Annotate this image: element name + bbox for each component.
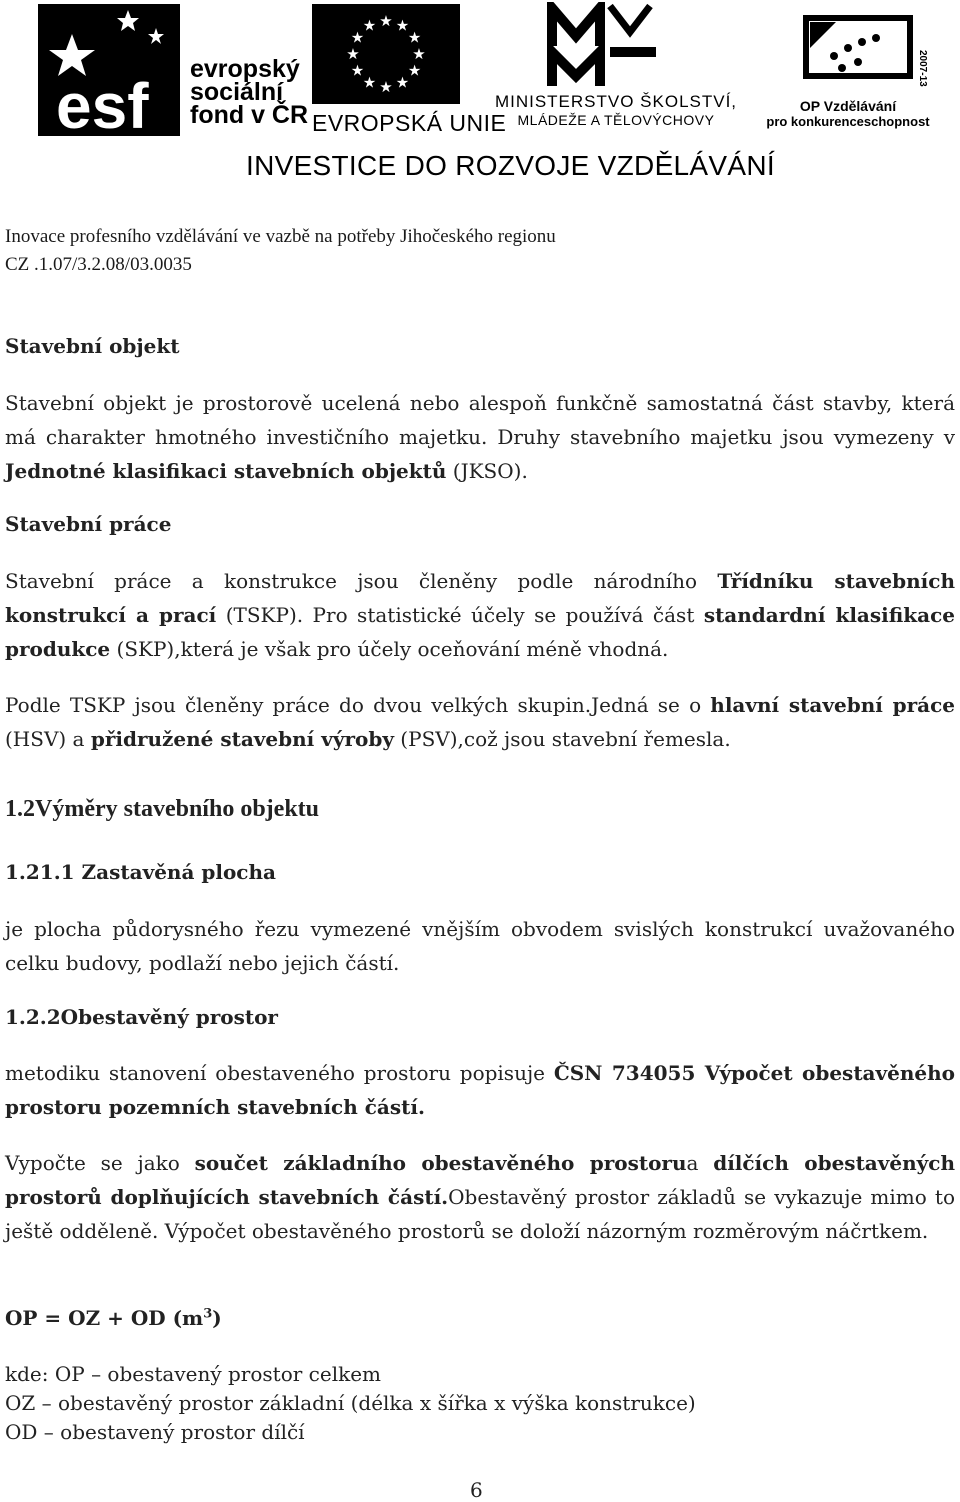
heading-vymery: 1.2Výměry stavebního objektu <box>5 796 320 822</box>
esf-line-3: fond v ČR <box>190 101 309 129</box>
text: (TSKP). Pro statistické účely se používá část <box>216 603 704 627</box>
bold-text: součet základního obestavěného prostoru <box>194 1151 687 1175</box>
eu-star-icon: ★ <box>346 45 360 63</box>
eu-star-icon: ★ <box>362 16 377 35</box>
eu-star-icon: ★ <box>412 45 426 63</box>
msmt-caption <box>485 92 747 128</box>
heading-stavebni-objekt: Stavební objekt <box>5 334 180 358</box>
text: metodiku stanovení obestaveného prostoru popisuje <box>5 1061 554 1085</box>
paragraph-stavebni-prace <box>5 564 955 666</box>
text: (PSV),což jsou stavební řemesla. <box>393 727 731 751</box>
eu-star-icon: ★ <box>362 73 377 92</box>
msmt-logo <box>546 2 666 90</box>
bold-text: standardní klasifikace produkce <box>5 603 955 661</box>
paragraph-zastavena-plocha: je plocha půdorysného řezu vymezené vnějším obvodem svislých konstrukcí uvažovaného celku budovy, podlaží nebo jejich částí. <box>5 917 955 975</box>
paragraph-tskp <box>5 688 955 756</box>
eu-star-icon: ★ <box>395 16 410 35</box>
page-number: 6 <box>470 1478 483 1502</box>
bold-text: přidružené stavební výroby <box>90 727 394 751</box>
text: (HSV) a <box>5 727 91 751</box>
eu-star-icon: ★ <box>407 61 422 80</box>
logo-band <box>0 0 960 190</box>
bold-text: Třídníku stavebních konstrukcí a prací <box>5 569 955 627</box>
eu-star-icon: ★ <box>379 78 393 96</box>
text: a <box>686 1151 714 1175</box>
text: (JKSO). <box>446 459 528 483</box>
op-logo <box>800 14 930 94</box>
heading-obestaveny-prostor: 1.2.2Obestavěný prostor <box>5 1005 278 1029</box>
esf-text <box>190 55 309 129</box>
heading-stavebni-prace: Stavební práce <box>5 512 172 536</box>
eu-caption: EVROPSKÁ UNIE <box>312 110 507 136</box>
paragraph-stavebni-objekt <box>5 386 955 488</box>
eu-star-icon: ★ <box>350 28 365 47</box>
op-line-2: pro konkurenceschopnost <box>766 114 930 129</box>
bold-text: hlavní stavební práce <box>710 693 955 717</box>
svg-text:esf: esf <box>56 70 149 136</box>
text: (SKP),která je však pro účely oceňování méně vhodná. <box>110 637 669 661</box>
msmt-line-2: MLÁDEŽE A TĚLOVÝCHOVY <box>517 112 715 128</box>
formula <box>5 1306 222 1330</box>
bold-text: ČSN 734055 Výpočet obestavěného prostoru pozemních stavebních částí. <box>5 1061 956 1119</box>
eu-star-icon: ★ <box>350 61 365 80</box>
formula-superscript: 3 <box>203 1306 213 1322</box>
esf-line-2: sociální <box>190 78 284 106</box>
esf-logo <box>38 4 180 136</box>
op-year: 2007-13 <box>917 50 928 87</box>
eu-flag-icon <box>312 4 460 104</box>
msmt-line-1: MINISTERSTVO ŠKOLSTVÍ, <box>494 92 738 111</box>
text: Stavební práce a konstrukce jsou členěny podle národního <box>5 569 718 593</box>
definition-od: OD – obestavený prostor dílčí <box>5 1420 305 1444</box>
text: Vypočte se jako <box>5 1151 195 1175</box>
paragraph-obestaveny-prostor <box>5 1056 955 1124</box>
eu-star-icon: ★ <box>395 73 410 92</box>
project-code: CZ .1.07/3.2.08/03.0035 <box>5 254 192 275</box>
text: Obestavěný prostor základů se vykazuje mimo to ještě odděleně. Výpočet obestavěného prostorů se doloží názorným rozměrovým náčrtkem. <box>5 1185 956 1243</box>
formula-text: OP = OZ + OD (m <box>5 1306 204 1330</box>
bold-text: Jednotné klasifikaci stavebních objektů <box>5 459 447 483</box>
paragraph-vypocet <box>5 1146 955 1248</box>
definition-oz: OZ – obestavěný prostor základní (délka x šířka x výška konstrukce) <box>5 1391 696 1415</box>
op-caption <box>760 98 936 129</box>
project-title: Inovace profesního vzdělávání ve vazbě na potřeby Jihočeského regionu <box>5 226 556 247</box>
text: Stavební objekt je prostorově ucelená nebo alespoň funkčně samostatná část stavby, která má charakter hmotného investičního majetku. Druhy stavebního majetku jsou vymezeny v <box>5 391 955 449</box>
bold-text: dílčích obestavěných prostorů doplňujících stavebních částí. <box>5 1151 955 1209</box>
investice-banner: INVESTICE DO ROZVOJE VZDĚLÁVÁNÍ <box>246 150 775 181</box>
definition-op: kde: OP – obestavený prostor celkem <box>5 1362 382 1386</box>
op-line-1: OP Vzdělávání <box>799 98 897 114</box>
eu-star-icon: ★ <box>407 28 422 47</box>
esf-line-1: evropský <box>190 55 300 83</box>
heading-zastavena-plocha: 1.21.1 Zastavěná plocha <box>5 860 276 884</box>
eu-star-icon: ★ <box>379 12 393 30</box>
formula-end: ) <box>212 1306 222 1330</box>
text: Podle TSKP jsou členěny práce do dvou velkých skupin.Jedná se o <box>5 693 711 717</box>
